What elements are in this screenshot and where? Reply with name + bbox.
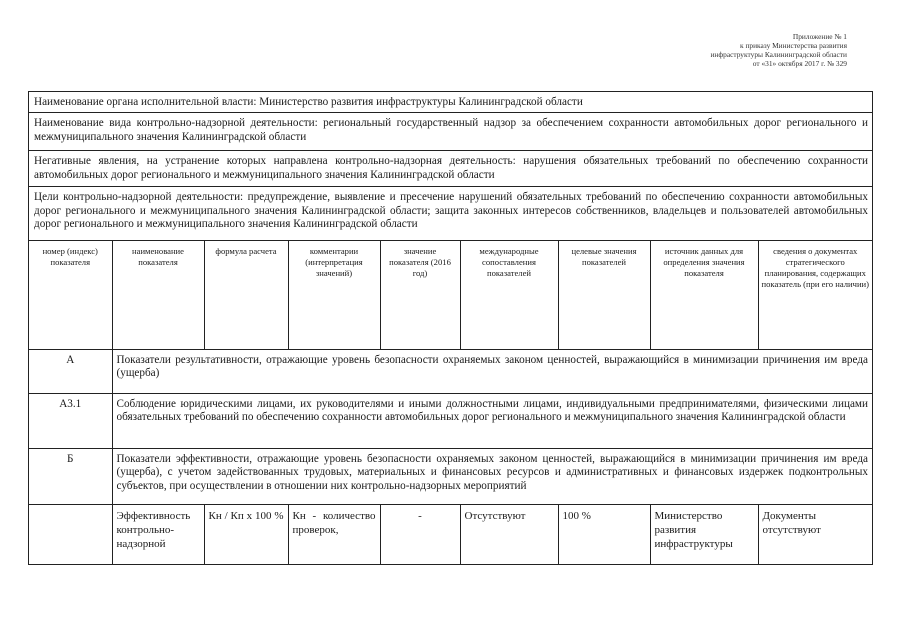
indicator-target: 100 % [558,504,650,564]
section-text: Показатели эффективности, отражающие уровень безопасности охраняемых законом ценностей, выражающийся в минимизации причинения им вреда (ущерба), с учетом задействованных трудовых, материальных и финансовых ресурсов и административных и финансовых издержек подконтрольных субъектов, при осуществлении в отношении них контрольно-надзорных мероприятий [112,448,872,504]
column-header: источник данных для определения значения показателя [650,241,758,349]
appendix-line: инфраструктуры Калининградской области [710,50,847,59]
appendix-note [587,32,847,68]
appendix-line: к приказу Министерства развития [740,41,847,50]
table-header-row [29,241,872,349]
column-header: сведения о документах стратегического планирования, содержащих показатель (при его наличии) [758,241,872,349]
indicator-document [28,91,873,565]
section-text: Показатели результативности, отражающие уровень безопасности охраняемых законом ценностей, выражающийся в минимизации причинения им вреда (ущерба) [112,349,872,393]
indicator-comment: Кн - количество проверок, [288,504,380,564]
activity-block: Наименование вида контрольно-надзорной деятельности: региональный государственный надзор за обеспечением сохранности автомобильных дорог регионального и межмуниципального значения Калининградской области [29,113,872,151]
section-index: Б [29,448,112,504]
column-header: международные сопоставления показателей [460,241,558,349]
column-header: наименование показателя [112,241,204,349]
appendix-line: Приложение № 1 [792,32,847,41]
column-header: номер (индекс) показателя [29,241,112,349]
indicator-source: Министерство развития инфраструктуры [650,504,758,564]
table-row [29,448,872,504]
column-header: комментарии (интерпретация значений) [288,241,380,349]
section-text: Соблюдение юридическими лицами, их руководителями и иными должностными лицами, индивидуальными предпринимателями, физическими лицами обязательных требований по обеспечению сохранности автомобильных дорог регионального и межмуниципального значения Калининградской области [112,393,872,448]
appendix-line: от «31» октября 2017 г. № 329 [752,59,847,68]
table-row [29,504,872,564]
column-header: значение показателя (2016 год) [380,241,460,349]
indicator-documents: Документы отсутствуют [758,504,872,564]
negative-block: Негативные явления, на устранение которых направлена контрольно-надзорная деятельность: нарушения обязательных требований по обеспечению сохранности автомобильных дорог регионального и межмуниципального значения Калининградской области [29,151,872,187]
section-index: А [29,349,112,393]
indicator-value: - [380,504,460,564]
indicator-name: Эффективность контрольно-надзорной [112,504,204,564]
column-header: целевые значения показателей [558,241,650,349]
indicator-international: Отсутствуют [460,504,558,564]
indicator-formula: Кн / Кп х 100 % [204,504,288,564]
column-header: формула расчета [204,241,288,349]
section-index: А3.1 [29,393,112,448]
authority-block: Наименование органа исполнительной власти: Министерство развития инфраструктуры Калининградской области [29,92,872,113]
data-index [29,504,112,564]
goals-block: Цели контрольно-надзорной деятельности: предупреждение, выявление и пресечение нарушений обязательных требований по обеспечению сохранности автомобильных дорог регионального и межмуниципального значения Калининградской области; защита законных интересов собственников, владельцев и пользователей автомобильных дорог регионального и межмуниципального значения Калининградской области [29,187,872,241]
table-row [29,349,872,393]
indicators-table [29,241,872,565]
table-row [29,393,872,448]
